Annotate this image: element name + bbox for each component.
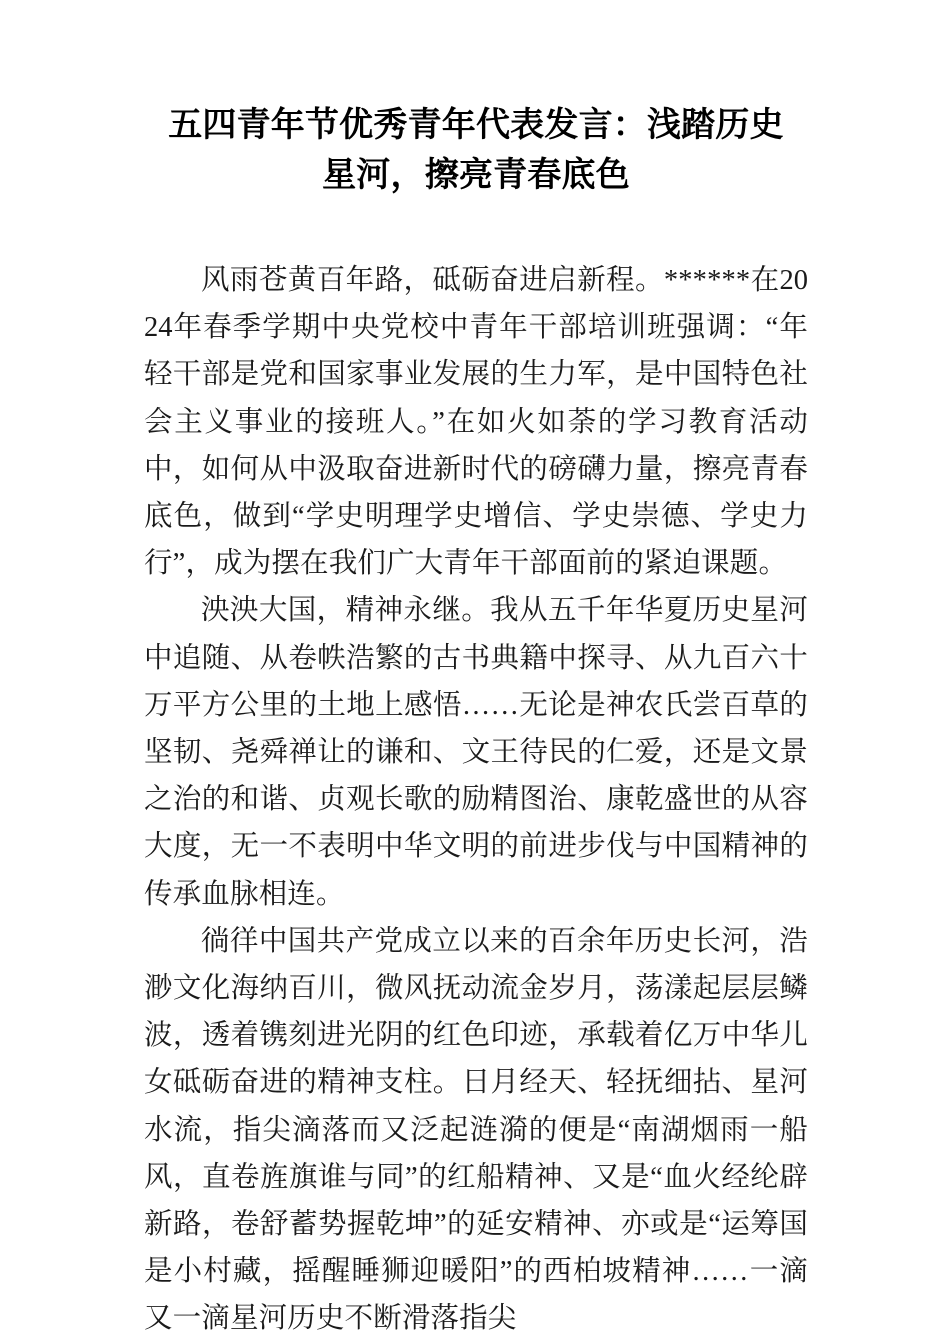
paragraph-1-segment-before-year: 风雨苍黄百年路，砥砺奋进启新程。******在: [201, 265, 780, 296]
page-content-area: [144, 0, 808, 1343]
body-paragraph-2: 泱泱大国，精神永继。我从五千年华夏历史星河中追随、从卷帙浩繁的古书典籍中探寻、从九百六十万平方公里的土地上感悟……无论是神农氏尝百草的坚韧、尧舜禅让的谦和、文王待民的仁爱，还是文景之治的和谐、贞观长歌的励精图治、康乾盛世的从容大度，无一不表明中华文明的前进步伐与中国精神的传承血脉相连。: [144, 595, 808, 910]
body-paragraph-1: [144, 257, 808, 587]
body-paragraph-3: 徜徉中国共产党成立以来的百余年历史长河，浩渺文化海纳百川，微风抚动流金岁月，荡漾起层层鳞波，透着镌刻进光阴的红色印迹，承载着亿万中华儿女砥砺奋进的精神支柱。日月经天、轻抚细拈、星河水流，指尖滴落而又泛起涟漪的便是“南湖烟雨一船风，直卷旌旗谁与同”的红船精神、又是“血火经纶辟新路，卷舒蓄势握乾坤”的延安精神、亦或是“运筹国是小村藏，摇醒睡狮迎暖阳”的西柏坡精神……一滴又一滴星河历史不断滑落指尖: [144, 925, 808, 1335]
page-title: [144, 0, 808, 201]
page-title-line-2: 星河，擦亮青春底色: [322, 157, 630, 194]
document-body: [144, 257, 808, 1343]
year-value-2024: 2024: [144, 265, 808, 344]
page-title-line-1: 五四青年节优秀青年代表发言：浅踏历史: [168, 107, 784, 144]
paragraph-1-segment-after-year: 年春季学期中央党校中青年干部培训班强调：“年轻干部是党和国家事业发展的生力军，是中国特色社会主义事业的接班人。”在如火如荼的学习教育活动中，如何从中汲取奋进新时代的磅礴力量，擦亮青春底色，做到“学史明理学史增信、学史崇德、学史力行”，成为摆在我们广大青年干部面前的紧迫课题。: [144, 312, 808, 580]
